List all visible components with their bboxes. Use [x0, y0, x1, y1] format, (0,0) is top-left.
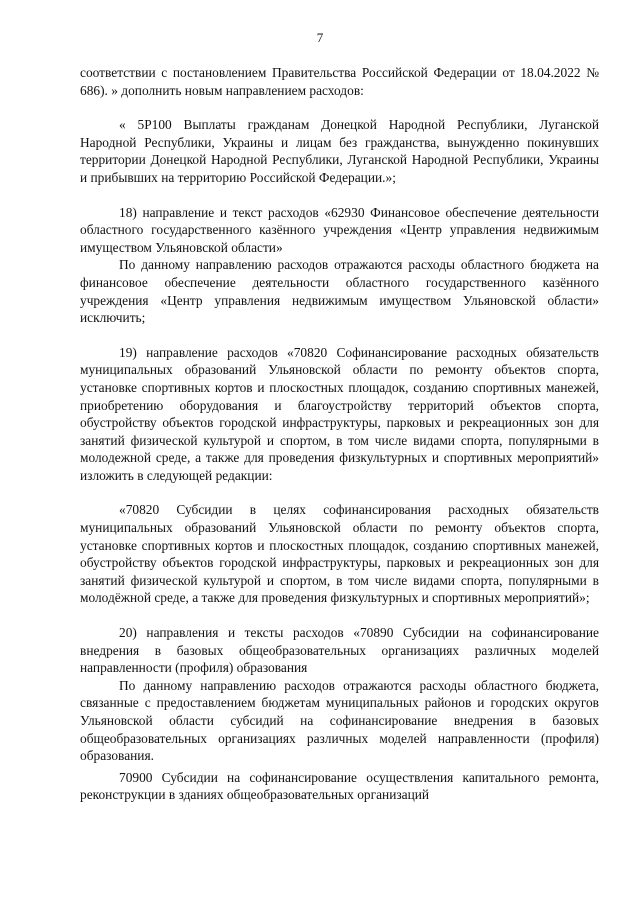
paragraph-70900: 70900 Субсидии на софинансирование осуществления капитального ремонта, реконструкции в зданиях общеобразовательных организаций [80, 769, 599, 803]
paragraph-item-18-detail: По данному направлению расходов отражаются расходы областного бюджета на финансовое обеспечение деятельности областного государственного казённого учреждения «Центр управления недвижимым имуществом Ульяновской области» исключить; [80, 257, 599, 326]
paragraph-quote-5r100: « 5Р100 Выплаты гражданам Донецкой Народной Республики, Луганской Народной Республики, Украины и лицам без гражданства, вынужденно покинувших территории Донецкой Народной Республики, Луганской Народной Республики, Украины и прибывших на территорию Российской Федерации.»; [80, 117, 599, 185]
paragraph-quote-70820: «70820 Субсидии в целях софинансирования расходных обязательств муниципальных образований Ульяновской области по ремонту объектов спорта, установке спортивных кортов и плоскостных площадок, созданию спортивных манежей, обустройству объектов городской инфраструктуры, парковых и рекреационных зон для занятий физической культурой и спортом, в том числе видами спорта, популярными в молодёжной среде, а также для проведения физкультурных и спортивных мероприятий»; [80, 502, 599, 606]
paragraph-item-19: 19) направление расходов «70820 Софинансирование расходных обязательств муниципальных образований Ульяновской области по ремонту объектов спорта, установке спортивных кортов и плоскостных площадок, созданию спортивных манежей, приобретению оборудования и благоустройству территорий объектов спорта, обустройству объектов городской инфраструктуры, парковых и рекреационных зон для занятий физической культурой и спортом, в том числе видами спорта, популярными в молодежной среде, а также для проведения физкультурных и спортивных мероприятий» изложить в следующей редакции: [80, 344, 599, 483]
paragraph-item-20-detail: По данному направлению расходов отражаются расходы областного бюджета, связанные с предоставлением бюджетам муниципальных районов и городских округов Ульяновской области субсидий на софинансирование внедрения в базовых общеобразовательных организациях различных моделей направленности (профиля) образования. [80, 677, 599, 764]
paragraph-item-18: 18) направление и текст расходов «62930 Финансовое обеспечение деятельности областного государственного казённого учреждения «Центр управления недвижимым имуществом Ульяновской области» [80, 204, 599, 255]
paragraph-item-20: 20) направления и тексты расходов «70890 Субсидии на софинансирование внедрения в базовых общеобразовательных организациях различных моделей направленности (профиля) образования [80, 625, 599, 676]
paragraph-continuation: соответствии с постановлением Правительства Российской Федерации от 18.04.2022 № 686). » дополнить новым направлением расходов: [80, 65, 599, 98]
page-number: 7 [316, 30, 324, 45]
document-body [80, 64, 599, 804]
